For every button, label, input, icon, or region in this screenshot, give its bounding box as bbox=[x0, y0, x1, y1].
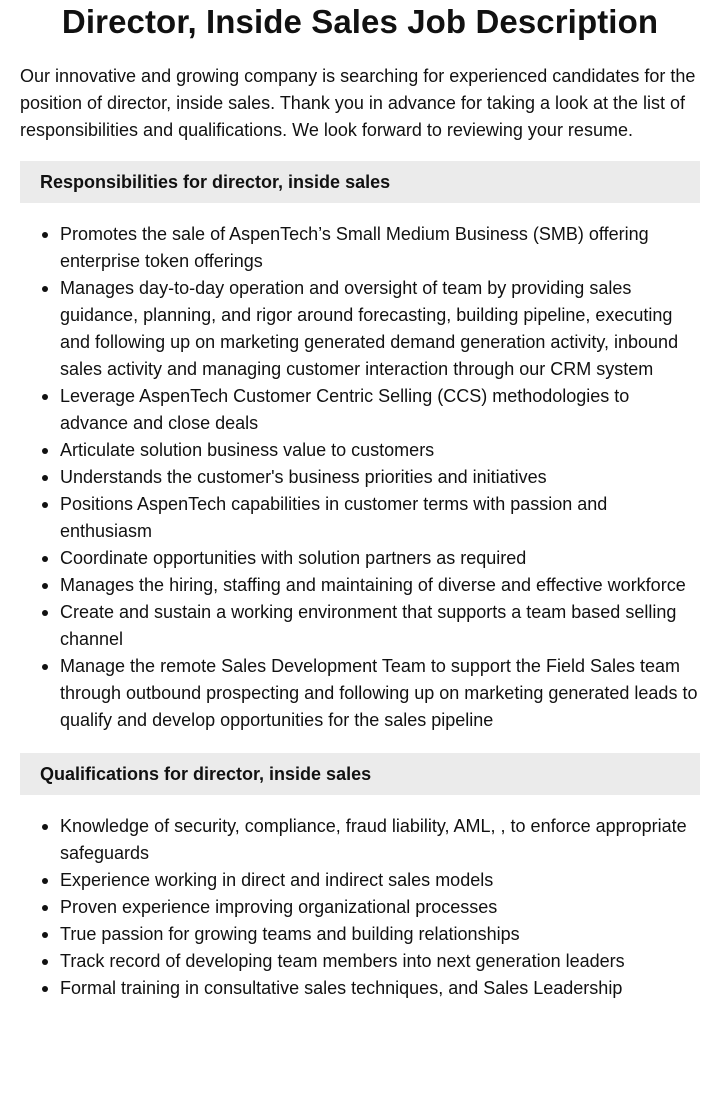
responsibility-text: Manage the remote Sales Development Team to support the Field Sales team through outbound prospecting and following up on marketing generated leads to qualify and develop opportunities for the sales pipeline bbox=[60, 656, 698, 730]
qualification-item bbox=[60, 921, 700, 948]
qualification-text: Formal training in consultative sales techniques, and Sales Leadership bbox=[60, 978, 623, 998]
qualification-item bbox=[60, 867, 700, 894]
bullet-icon bbox=[42, 986, 48, 992]
responsibilities-header bbox=[20, 161, 700, 203]
qualification-item bbox=[60, 948, 700, 975]
bullet-icon bbox=[42, 448, 48, 454]
responsibility-item bbox=[60, 221, 700, 275]
responsibility-text: Understands the customer's business priorities and initiatives bbox=[60, 467, 547, 487]
responsibility-text: Leverage AspenTech Customer Centric Selling (CCS) methodologies to advance and close deals bbox=[60, 386, 630, 433]
responsibility-item bbox=[60, 275, 700, 383]
qualification-text: Knowledge of security, compliance, fraud liability, AML, , to enforce appropriate safeguards bbox=[60, 816, 687, 863]
qualifications-heading: Qualifications for director, inside sales bbox=[40, 763, 372, 784]
qualification-text: Track record of developing team members into next generation leaders bbox=[60, 951, 625, 971]
qualification-item bbox=[60, 813, 700, 867]
page-title: Director, Inside Sales Job Description bbox=[61, 3, 659, 40]
responsibility-text: Manages the hiring, staffing and maintaining of diverse and effective workforce bbox=[60, 575, 686, 595]
responsibility-text: Create and sustain a working environment that supports a team based selling channel bbox=[60, 602, 677, 649]
responsibility-item bbox=[60, 491, 700, 545]
bullet-icon bbox=[42, 824, 48, 830]
bullet-icon bbox=[42, 583, 48, 589]
qualification-text: Proven experience improving organizational processes bbox=[60, 897, 498, 917]
responsibility-item bbox=[60, 545, 700, 572]
qualifications-list bbox=[20, 813, 700, 1002]
bullet-icon bbox=[42, 286, 48, 292]
bullet-icon bbox=[42, 556, 48, 562]
responsibility-item bbox=[60, 464, 700, 491]
bullet-icon bbox=[42, 905, 48, 911]
responsibility-item bbox=[60, 437, 700, 464]
responsibility-item bbox=[60, 653, 700, 734]
qualification-item bbox=[60, 975, 700, 1002]
responsibility-text: Manages day-to-day operation and oversight of team by providing sales guidance, planning, and rigor around forecasting, building pipeline, executing and following up on marketing generated demand generation activity, inbound sales activity and managing customer interaction through our CRM system bbox=[60, 278, 679, 379]
bullet-icon bbox=[42, 932, 48, 938]
responsibilities-list bbox=[20, 221, 700, 734]
qualification-text: Experience working in direct and indirect sales models bbox=[60, 870, 494, 890]
qualification-text: True passion for growing teams and building relationships bbox=[60, 924, 520, 944]
bullet-icon bbox=[42, 878, 48, 884]
bullet-icon bbox=[42, 232, 48, 238]
responsibility-text: Articulate solution business value to customers bbox=[60, 440, 435, 460]
bullet-icon bbox=[42, 664, 48, 670]
responsibility-text: Coordinate opportunities with solution partners as required bbox=[60, 548, 527, 568]
responsibility-text: Positions AspenTech capabilities in customer terms with passion and enthusiasm bbox=[60, 494, 608, 541]
qualification-item bbox=[60, 894, 700, 921]
responsibility-item bbox=[60, 572, 700, 599]
bullet-icon bbox=[42, 610, 48, 616]
responsibilities-heading: Responsibilities for director, inside sales bbox=[40, 171, 391, 192]
intro-paragraph: Our innovative and growing company is searching for experienced candidates for the position of director, inside sales. Thank you in advance for taking a look at the list of responsibilities and qualifications. We look forward to reviewing your resume. bbox=[20, 66, 696, 140]
bullet-icon bbox=[42, 394, 48, 400]
bullet-icon bbox=[42, 502, 48, 508]
responsibility-item bbox=[60, 383, 700, 437]
bullet-icon bbox=[42, 959, 48, 965]
responsibility-text: Promotes the sale of AspenTech’s Small Medium Business (SMB) offering enterprise token offerings bbox=[60, 224, 649, 271]
bullet-icon bbox=[42, 475, 48, 481]
responsibility-item bbox=[60, 599, 700, 653]
qualifications-header bbox=[20, 753, 700, 795]
